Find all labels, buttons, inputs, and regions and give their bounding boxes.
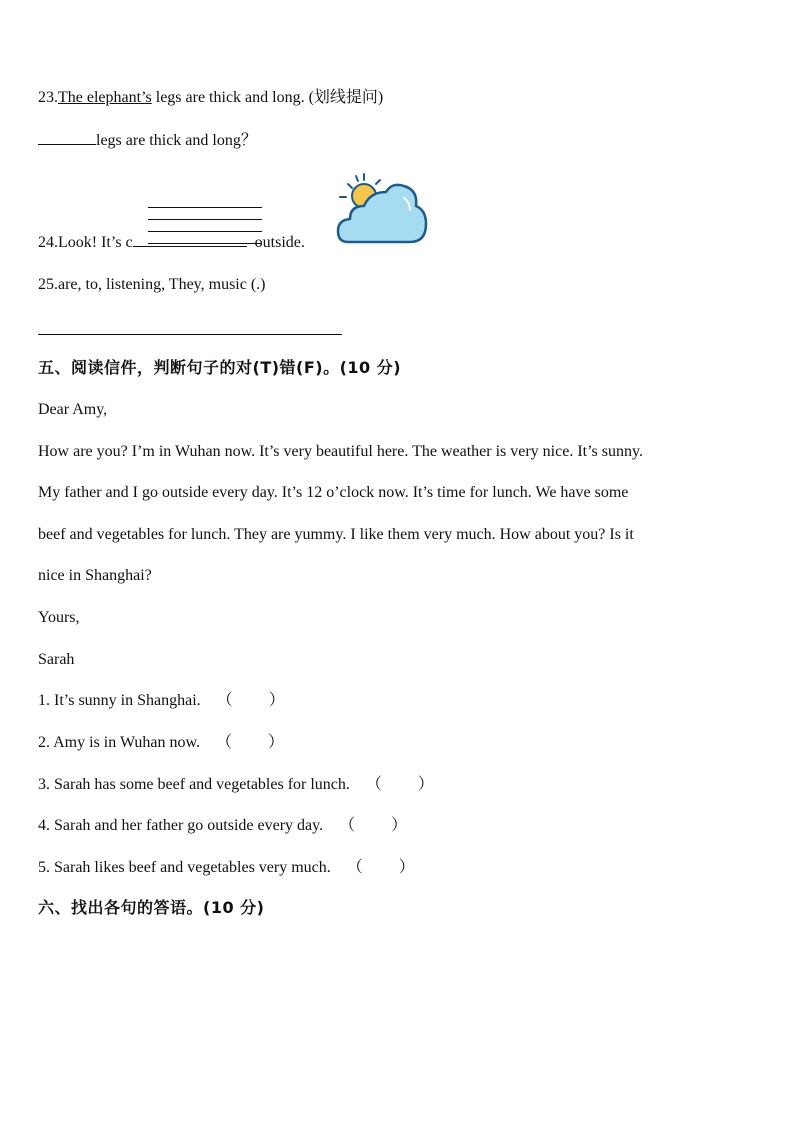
tf-answer-slot[interactable] — [217, 691, 285, 711]
tf-question-5 — [38, 858, 415, 878]
tf-question-text: 3. Sarah has some beef and vegetables for lunch. — [38, 776, 350, 793]
paren-close: ） — [268, 734, 285, 751]
q23-line — [38, 88, 383, 108]
sun-behind-cloud-icon — [334, 170, 430, 246]
paren-open: （ — [216, 692, 233, 709]
paren-open: （ — [346, 859, 363, 876]
q23-answer-text: legs are thick and long？ — [96, 132, 257, 149]
tf-answer-slot[interactable] — [216, 733, 284, 753]
sun-ray — [348, 184, 352, 188]
paren-open: （ — [339, 817, 356, 834]
letter-signature: Sarah — [38, 651, 75, 668]
tf-question-text: 2. Amy is in Wuhan now. — [38, 734, 201, 751]
letter-body-line-3: beef and vegetables for lunch. They are yummy. I like them very much. How about you? Is it — [38, 526, 634, 543]
q24-suffix: outside. — [254, 234, 305, 251]
q24-line — [38, 233, 305, 253]
paren-close: ） — [417, 776, 434, 793]
paren-open: （ — [216, 734, 233, 751]
section5-heading: 五、阅读信件，判断句子的对(T)错(F)。(10 分) — [38, 358, 402, 377]
sun-ray — [376, 180, 380, 184]
tf-question-text: 5. Sarah likes beef and vegetables very much. — [38, 859, 331, 876]
letter-body-line-2: My father and I go outside every day. It’s 12 o’clock now. It’s time for lunch. We have some — [38, 484, 629, 501]
q25-line — [38, 275, 266, 295]
q25-answer-blank[interactable] — [38, 316, 342, 335]
writing-line — [148, 231, 262, 232]
tf-answer-slot[interactable] — [347, 858, 415, 878]
tf-question-1 — [38, 691, 285, 711]
tf-answer-slot[interactable] — [366, 775, 434, 795]
q23-answer-line — [38, 130, 257, 151]
paren-close: ） — [398, 859, 415, 876]
tf-answer-slot[interactable] — [339, 816, 407, 836]
q23-prompt-text: legs are thick and long. (划线提问) — [151, 89, 384, 106]
q25-text: 25.are, to, listening, They, music (.) — [38, 276, 266, 293]
letter-body-line-4: nice in Shanghai? — [38, 567, 152, 584]
paren-close: ） — [268, 692, 285, 709]
writing-line — [148, 219, 262, 220]
letter-closing: Yours, — [38, 609, 80, 626]
cloud-shape — [338, 185, 426, 242]
q23-answer-blank[interactable] — [38, 130, 96, 145]
letter-body-line-1: How are you? I’m in Wuhan now. It’s very beautiful here. The weather is very nice. It’s sunny. — [38, 443, 643, 460]
tf-question-3 — [38, 775, 434, 795]
tf-question-text: 4. Sarah and her father go outside every day. — [38, 817, 324, 834]
q24-answer-blank[interactable] — [133, 246, 247, 247]
q24-prefix: 24.Look! It’s c — [38, 234, 133, 251]
section6-heading: 六、找出各句的答语。(10 分) — [38, 898, 265, 917]
tf-question-text: 1. It’s sunny in Shanghai. — [38, 692, 201, 709]
writing-line — [148, 207, 262, 208]
tf-question-4 — [38, 816, 407, 836]
q23-number: 23. — [38, 89, 58, 106]
q23-underlined-phrase: The elephant’s — [58, 89, 152, 106]
paren-close: ） — [391, 817, 408, 834]
letter-greeting: Dear Amy, — [38, 401, 108, 418]
tf-question-2 — [38, 733, 284, 753]
sun-ray — [356, 176, 358, 181]
q25-answer-line[interactable] — [38, 316, 342, 341]
paren-open: （ — [365, 776, 382, 793]
